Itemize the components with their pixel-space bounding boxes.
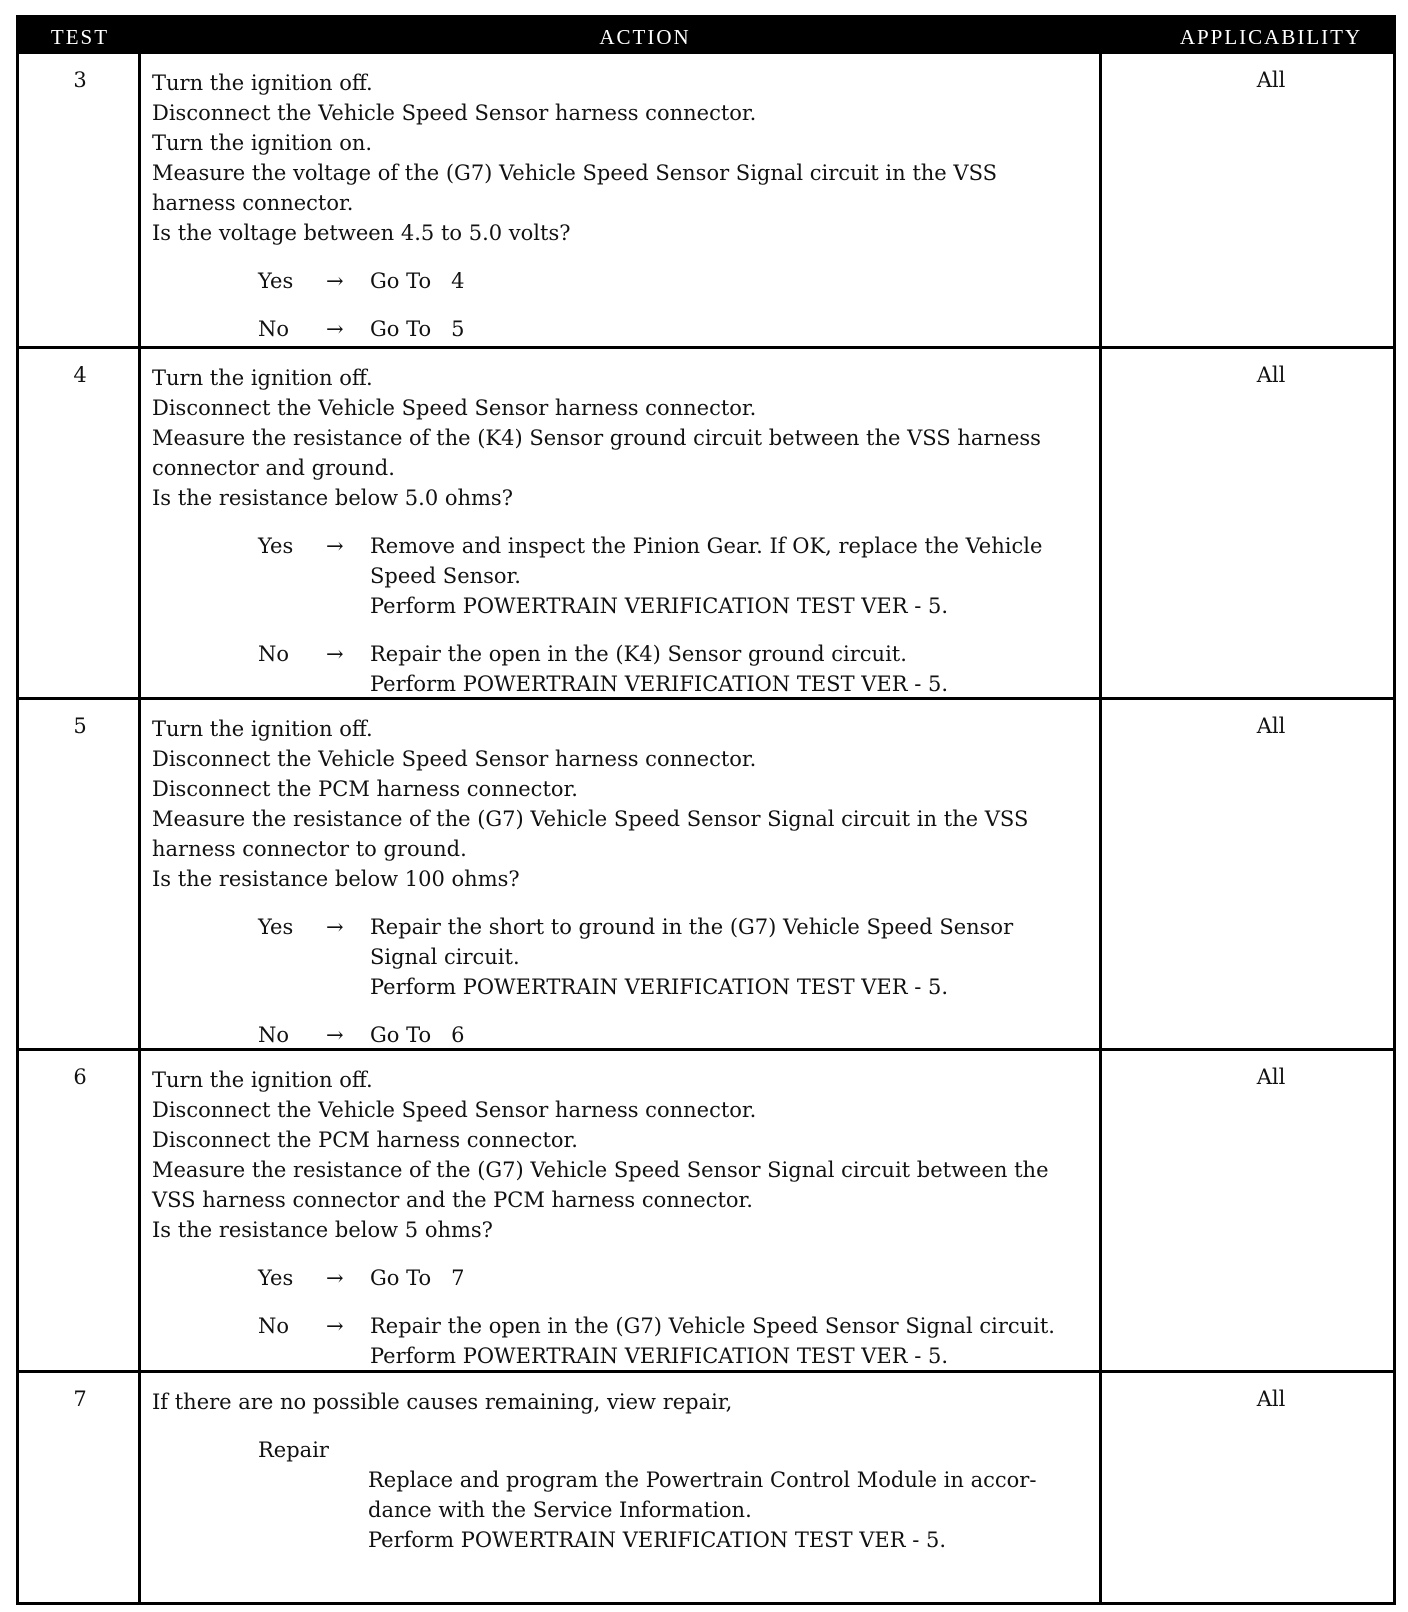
header-action: ACTION [599,25,691,49]
action-line: Measure the voltage of the (G7) Vehicle Speed Sensor Signal circuit in the VSS [152,161,997,185]
no-text: Perform POWERTRAIN VERIFICATION TEST VER - 5. [370,672,949,696]
test-number: 7 [73,1387,87,1411]
action-line: Disconnect the Vehicle Speed Sensor harness connector. [152,747,757,771]
yes-option [152,912,1132,1002]
yes-label: Yes [258,534,294,558]
applicability-cell: All [1256,68,1286,92]
arrow-right-icon: → [326,1266,344,1290]
yes-text: Go To 4 [370,269,465,293]
diagnostic-table [16,15,1396,1605]
action-line: If there are no possible causes remaining, view repair, [152,1390,733,1414]
yes-text: Repair the short to ground in the (G7) Vehicle Speed Sensor [370,915,1014,939]
no-option [152,1020,1132,1050]
yes-label: Yes [258,915,294,939]
no-text: Perform POWERTRAIN VERIFICATION TEST VER - 5. [370,1344,949,1368]
applicability-cell: All [1256,1065,1286,1089]
table-row [19,1373,1393,1603]
action-line: VSS harness connector and the PCM harness connector. [152,1188,753,1212]
arrow-right-icon: → [326,642,344,666]
action-cell [152,714,1132,1050]
action-line: Measure the resistance of the (G7) Vehicle Speed Sensor Signal circuit between the [152,1158,1049,1182]
yes-option [152,1263,1132,1293]
action-line: Is the resistance below 100 ohms? [152,867,520,891]
no-text: Go To 6 [370,1023,465,1047]
table-row [19,349,1393,699]
no-text: Repair the open in the (K4) Sensor ground circuit. [370,642,907,666]
arrow-right-icon: → [326,317,344,341]
arrow-right-icon: → [326,1023,344,1047]
action-line: Turn the ignition off. [152,717,373,741]
action-line: Disconnect the Vehicle Speed Sensor harness connector. [152,396,757,420]
applicability-cell: All [1256,714,1286,738]
yes-text: Perform POWERTRAIN VERIFICATION TEST VER - 5. [370,594,949,618]
action-cell [152,68,1132,344]
action-line: Turn the ignition on. [152,131,373,155]
action-line: Is the resistance below 5.0 ohms? [152,486,513,510]
no-text: Go To 5 [370,317,465,341]
no-option [152,314,1132,344]
no-label: No [258,642,290,666]
action-line: connector and ground. [152,456,395,480]
yes-text: Perform POWERTRAIN VERIFICATION TEST VER - 5. [370,975,949,999]
test-number: 3 [73,68,87,92]
yes-label: Yes [258,1266,294,1290]
repair-line: Perform POWERTRAIN VERIFICATION TEST VER - 5. [368,1528,947,1552]
table-row [19,700,1393,1050]
header-applicability: APPLICABILITY [1179,25,1363,49]
action-line: harness connector. [152,191,354,215]
no-option [152,639,1132,699]
no-text: Repair the open in the (G7) Vehicle Speed Sensor Signal circuit. [370,1314,1055,1338]
repair-text [368,1465,1132,1555]
arrow-right-icon: → [326,915,344,939]
yes-option [152,531,1132,621]
applicability-cell: All [1256,1387,1286,1411]
no-option [152,1311,1132,1371]
test-number: 5 [73,714,87,738]
yes-text: Speed Sensor. [370,564,521,588]
action-cell [152,1387,1132,1555]
repair-label: Repair [258,1438,329,1462]
arrow-right-icon: → [326,1314,344,1338]
yes-label: Yes [258,269,294,293]
action-line: Is the voltage between 4.5 to 5.0 volts? [152,221,571,245]
action-line: Disconnect the PCM harness connector. [152,777,578,801]
test-number: 4 [73,363,87,387]
header-test: TEST [50,25,110,49]
repair-line: dance with the Service Information. [368,1498,752,1522]
action-line: Turn the ignition off. [152,366,373,390]
action-line: Turn the ignition off. [152,71,373,95]
no-label: No [258,317,290,341]
table-row [19,54,1393,348]
action-line: Disconnect the Vehicle Speed Sensor harness connector. [152,1098,757,1122]
action-cell [152,1065,1132,1371]
yes-option [152,266,1132,296]
table-row [19,1051,1393,1371]
action-line: Disconnect the PCM harness connector. [152,1128,578,1152]
applicability-cell: All [1256,363,1286,387]
action-line: Disconnect the Vehicle Speed Sensor harness connector. [152,101,757,125]
no-label: No [258,1314,290,1338]
action-line: Turn the ignition off. [152,1068,373,1092]
action-line: harness connector to ground. [152,837,467,861]
action-line: Is the resistance below 5 ohms? [152,1218,493,1242]
yes-text: Go To 7 [370,1266,465,1290]
no-label: No [258,1023,290,1047]
arrow-right-icon: → [326,269,344,293]
action-line: Measure the resistance of the (K4) Sensor ground circuit between the VSS harness [152,426,1041,450]
test-number: 6 [73,1065,87,1089]
action-line: Measure the resistance of the (G7) Vehicle Speed Sensor Signal circuit in the VSS [152,807,1029,831]
arrow-right-icon: → [326,534,344,558]
yes-text: Remove and inspect the Pinion Gear. If OK, replace the Vehicle [370,534,1043,558]
yes-text: Signal circuit. [370,945,520,969]
table-header [19,18,1393,54]
repair-line: Replace and program the Powertrain Control Module in accor- [368,1468,1037,1492]
action-cell [152,363,1132,699]
